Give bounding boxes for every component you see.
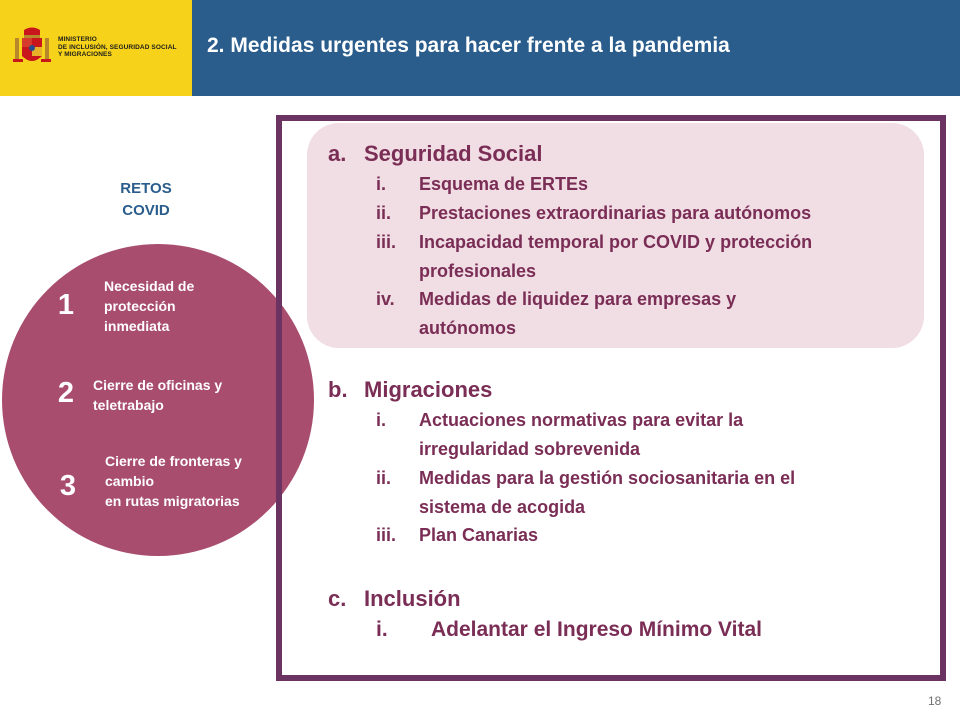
ministry-name <box>58 36 190 59</box>
list-item <box>376 406 896 463</box>
section-title-seguridad-social <box>328 141 543 167</box>
reto-number-3: 3 <box>59 470 77 502</box>
list-item <box>376 521 896 550</box>
list-item <box>376 464 896 521</box>
retos-heading-line: COVID <box>122 202 170 219</box>
ministry-line: DE INCLUSIÓN, SEGURIDAD SOCIAL <box>58 43 177 51</box>
list-item <box>376 615 916 645</box>
item-numeral: i. <box>376 618 388 641</box>
section-title-text: Migraciones <box>364 377 493 402</box>
item-numeral: i. <box>376 174 387 194</box>
item-text-line: sistema de acogida <box>419 496 586 517</box>
item-text-line: Incapacidad temporal por COVID y protección <box>419 232 813 252</box>
item-text-line: Medidas de liquidez para empresas y <box>419 289 737 309</box>
header-bar <box>0 0 960 96</box>
item-text-line: Adelantar el Ingreso Mínimo Vital <box>431 618 763 641</box>
list-item <box>376 170 896 199</box>
section-title-inclusion <box>328 586 461 612</box>
reto-text-line: en rutas migratorias <box>105 493 240 509</box>
reto-number-2: 2 <box>57 377 75 409</box>
section-label: b. <box>328 377 348 402</box>
reto-text-2 <box>93 375 222 415</box>
ministry-line: Y MIGRACIONES <box>58 51 112 58</box>
retos-heading-line: RETOS <box>120 180 172 197</box>
reto-text-line: Cierre de oficinas y <box>93 377 223 393</box>
page-number: 18 <box>928 694 942 708</box>
item-numeral: iii. <box>376 525 397 545</box>
item-text-line: Medidas para la gestión sociosanitaria en el <box>419 468 796 488</box>
item-text-line: Prestaciones extraordinarias para autónomos <box>419 203 812 223</box>
ministry-line: MINISTERIO <box>58 36 97 43</box>
reto-text-line: Cierre de fronteras y <box>105 453 242 469</box>
ministry-logo <box>0 0 192 96</box>
item-numeral: iv. <box>376 289 395 309</box>
list-item <box>376 199 896 228</box>
reto-number-1: 1 <box>57 289 75 321</box>
reto-text-line: teletrabajo <box>93 397 164 413</box>
section-label: c. <box>328 586 347 611</box>
reto-text-1 <box>104 276 194 336</box>
item-text-line: irregularidad sobrevenida <box>419 438 641 459</box>
reto-text-line: cambio <box>105 473 155 489</box>
item-text-line: autónomos <box>419 317 516 338</box>
item-numeral: ii. <box>376 468 392 488</box>
item-numeral: i. <box>376 410 387 430</box>
reto-text-line: Necesidad de <box>104 278 195 294</box>
reto-text-line: protección <box>104 298 176 314</box>
coat-of-arms-icon <box>12 26 52 70</box>
reto-text-3 <box>105 451 242 511</box>
section-label: a. <box>328 141 347 166</box>
section-title-text: Inclusión <box>364 586 461 611</box>
item-text-line: profesionales <box>419 260 537 281</box>
section-title-text: Seguridad Social <box>364 141 543 166</box>
page-title: 2. Medidas urgentes para hacer frente a la pandemia <box>207 34 730 57</box>
item-numeral: ii. <box>376 203 392 223</box>
reto-text-line: inmediata <box>104 318 170 334</box>
item-text-line: Actuaciones normativas para evitar la <box>419 410 744 430</box>
item-numeral: iii. <box>376 232 397 252</box>
list-item <box>376 228 896 285</box>
section-title-migraciones <box>328 377 492 403</box>
retos-heading <box>96 178 196 222</box>
item-text-line: Plan Canarias <box>419 525 539 545</box>
list-item <box>376 285 896 342</box>
item-text-line: Esquema de ERTEs <box>419 174 589 194</box>
